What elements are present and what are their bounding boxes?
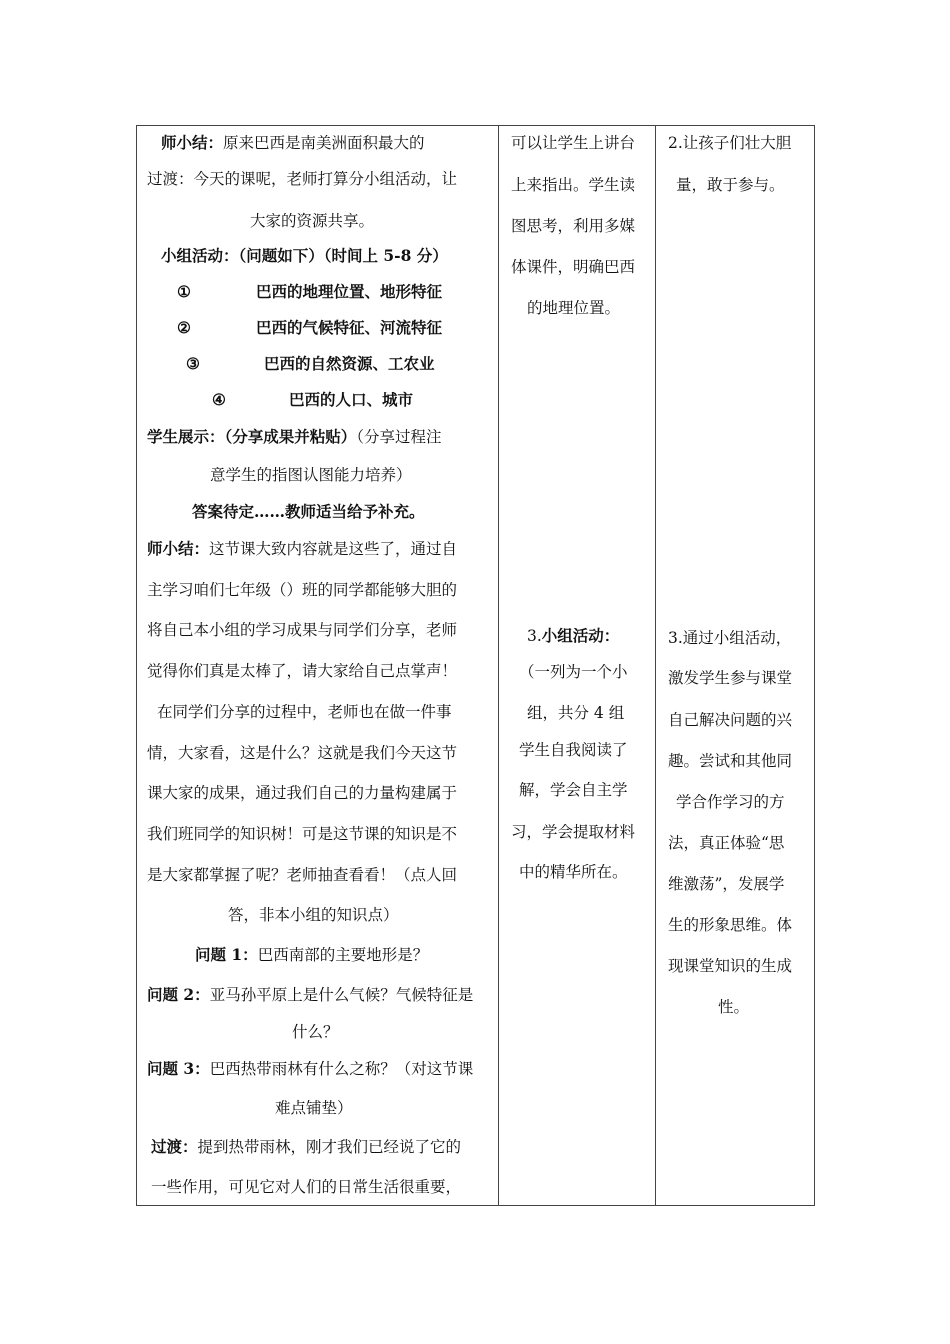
- text-line: 维激荡”，发展学: [668, 875, 785, 893]
- bold-label: 过渡：: [151, 1137, 198, 1156]
- text-line: [151, 1137, 461, 1157]
- text-line: 课大家的成果，通过我们自己的力量构建属于: [147, 784, 458, 802]
- question-3: [147, 1059, 473, 1079]
- item-text: 巴西的人口、城市: [289, 390, 414, 409]
- line-text: 巴西南部的主要地形是？: [257, 946, 429, 964]
- line-text: 提到热带雨林，刚才我们已经说了它的: [197, 1138, 462, 1156]
- text-line: 可以让学生上讲台: [511, 134, 636, 152]
- bold-label: 小组活动：: [541, 626, 620, 645]
- text-line: 自己解决问题的兴: [668, 711, 793, 729]
- line-text: 这节课大致内容就是这些了，通过自: [209, 540, 458, 558]
- text-line: 3.通过小组活动，: [668, 629, 792, 647]
- text-line: 激发学生参与课堂: [668, 669, 793, 687]
- text-line: 我们班同学的知识树！可是这节课的知识是不: [147, 825, 458, 843]
- text-line: 主学习咱们七年级（）班的同学都能够大胆的: [147, 581, 458, 599]
- bold-label: 师小结：: [161, 133, 224, 152]
- group-activity-label: [527, 626, 619, 646]
- text-line: 答，非本小组的知识点）: [228, 906, 399, 924]
- text-line: 生的形象思维。体: [668, 916, 793, 934]
- text-line: 趣。尝试和其他同: [668, 752, 793, 770]
- item-text: 巴西的气候特征、河流特征: [256, 318, 443, 337]
- bold-label: 师小结：: [147, 539, 210, 558]
- text-line: 量，敢于参与。: [676, 176, 785, 194]
- text-line: 2.让孩子们壮大胆: [668, 134, 792, 152]
- text-line: 觉得你们真是太棒了，请大家给自己点掌声！: [147, 662, 458, 680]
- text-line: 组，共分 4 组: [527, 704, 625, 722]
- text-line: 答案待定……教师适当给予补充。: [192, 502, 425, 521]
- item-number: ②: [177, 318, 191, 337]
- text-line: 在同学们分享的过程中，老师也在做一件事: [157, 703, 452, 721]
- item-number: ③: [186, 354, 200, 373]
- text-line: 学合作学习的方: [676, 793, 785, 811]
- bold-label: 学生展示：（分享成果并粘贴）: [147, 427, 357, 446]
- bold-label: 问题 3：: [147, 1059, 210, 1078]
- text-line: 现课堂知识的生成: [668, 957, 793, 975]
- item-text: 巴西的自然资源、工农业: [264, 354, 435, 373]
- text-line: 什么？: [292, 1023, 339, 1041]
- text-line: 的地理位置。: [527, 299, 621, 317]
- text-line: 将自己本小组的学习成果与同学们分享，老师: [147, 621, 458, 639]
- text-line: （一列为一个小: [519, 663, 628, 681]
- text-line: 性。: [718, 998, 750, 1016]
- text-line: [147, 427, 442, 447]
- question-1: [195, 945, 428, 965]
- text-line: 体课件，明确巴西: [511, 258, 636, 276]
- design-intent-cell: [656, 126, 815, 1206]
- bold-label: 问题 1：: [195, 945, 258, 964]
- item-number: ④: [212, 390, 226, 409]
- line-text: 3.: [527, 627, 542, 645]
- text-line: 图思考，利用多媒: [511, 217, 636, 235]
- line-text: 原来巴西是南美洲面积最大的: [223, 134, 425, 152]
- text-line: 中的精华所在。: [519, 863, 628, 881]
- text-line: 习，学会提取材料: [511, 823, 636, 841]
- text-line: 情，大家看，这是什么？这就是我们今天这节: [147, 744, 458, 762]
- bold-label: 问题 2：: [147, 985, 210, 1004]
- group-activity-heading: 小组活动：（问题如下）（时间上 5-8 分）: [161, 246, 448, 265]
- line-text: （分享过程注: [356, 428, 442, 446]
- text-line: 解，学会自主学: [519, 781, 628, 799]
- text-line: 学生自我阅读了: [519, 741, 628, 759]
- text-line: 过渡：今天的课呢，老师打算分小组活动，让: [147, 170, 458, 188]
- text-line: [147, 539, 457, 559]
- text-line: 法，真正体验“思: [668, 834, 785, 852]
- text-line: 意学生的指图认图能力培养）: [210, 466, 412, 484]
- item-number: ①: [177, 282, 191, 301]
- text-line: 一些作用，可见它对人们的日常生活很重要，: [151, 1178, 462, 1196]
- text-line: 难点铺垫）: [275, 1099, 353, 1117]
- line-text: 亚马孙平原上是什么气候？气候特征是: [209, 986, 474, 1004]
- item-text: 巴西的地理位置、地形特征: [256, 282, 443, 301]
- text-line: 是大家都掌握了呢？老师抽查看看！（点人回: [147, 866, 458, 884]
- line-text: 巴西热带雨林有什么之称？（对这节课: [209, 1060, 474, 1078]
- text-line: 大家的资源共享。: [250, 212, 375, 230]
- question-2: [147, 985, 473, 1005]
- text-line: 上来指出。学生读: [511, 176, 636, 194]
- text-line: [161, 133, 425, 153]
